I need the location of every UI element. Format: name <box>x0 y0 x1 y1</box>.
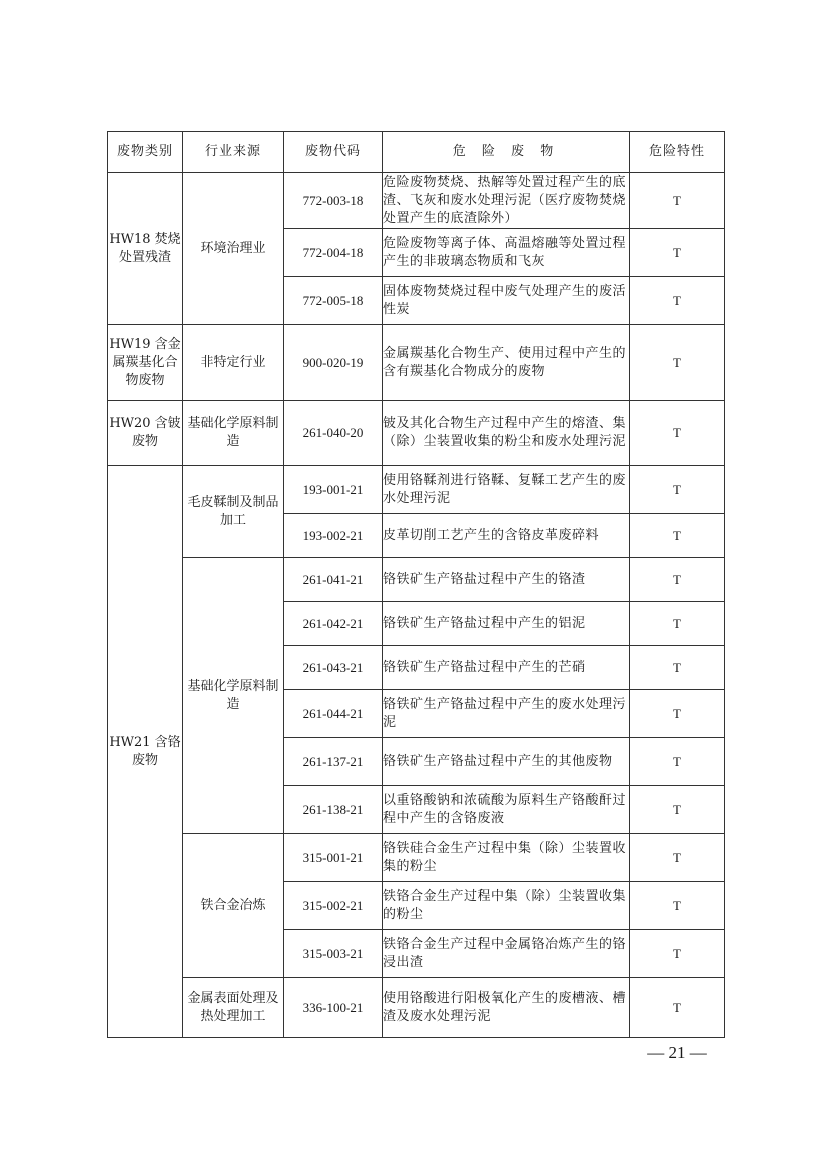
waste-code-cell: 261-138-21 <box>284 786 383 834</box>
hazard-trait-cell: T <box>630 930 725 978</box>
hazard-trait-cell: T <box>630 738 725 786</box>
waste-code-cell: 261-137-21 <box>284 738 383 786</box>
waste-description-cell: 铬铁矿生产铬盐过程中产生的芒硝 <box>383 646 630 690</box>
header-source: 行业来源 <box>183 132 284 173</box>
waste-code-cell: 261-042-21 <box>284 602 383 646</box>
header-hazardous-waste: 危 险 废 物 <box>383 132 630 173</box>
hazard-trait-cell: T <box>630 173 725 229</box>
industry-source-cell: 金属表面处理及热处理加工 <box>183 978 284 1038</box>
waste-description-cell: 铍及其化合物生产过程中产生的熔渣、集（除）尘装置收集的粉尘和废水处理污泥 <box>383 401 630 466</box>
hazard-trait-cell: T <box>630 602 725 646</box>
hazard-trait-cell: T <box>630 834 725 882</box>
waste-description-cell: 使用铬鞣剂进行铬鞣、复鞣工艺产生的废水处理污泥 <box>383 466 630 514</box>
industry-source-cell: 铁合金冶炼 <box>183 834 284 978</box>
waste-description-cell: 危险废物等离子体、高温熔融等处置过程产生的非玻璃态物质和飞灰 <box>383 229 630 277</box>
waste-code-cell: 772-004-18 <box>284 229 383 277</box>
waste-code-cell: 315-003-21 <box>284 930 383 978</box>
waste-description-cell: 铬铁矿生产铬盐过程中产生的铬渣 <box>383 558 630 602</box>
waste-description-cell: 铬铁矿生产铬盐过程中产生的铝泥 <box>383 602 630 646</box>
waste-code-cell: 261-044-21 <box>284 690 383 738</box>
waste-description-cell: 铬铁硅合金生产过程中集（除）尘装置收集的粉尘 <box>383 834 630 882</box>
hazard-trait-cell: T <box>630 325 725 401</box>
waste-description-cell: 危险废物焚烧、热解等处置过程产生的底渣、飞灰和废水处理污泥（医疗废物焚烧处置产生的底渣除外） <box>383 173 630 229</box>
industry-source-cell: 非特定行业 <box>183 325 284 401</box>
waste-code-cell: 261-040-20 <box>284 401 383 466</box>
header-code: 废物代码 <box>284 132 383 173</box>
waste-description-cell: 固体废物焚烧过程中废气处理产生的废活性炭 <box>383 277 630 325</box>
table-row <box>108 558 725 602</box>
hazard-trait-cell: T <box>630 786 725 834</box>
waste-description-cell: 铬铁矿生产铬盐过程中产生的废水处理污泥 <box>383 690 630 738</box>
hazard-trait-cell: T <box>630 646 725 690</box>
waste-category-cell: HW21 含铬废物 <box>108 466 183 1038</box>
table-row <box>108 978 725 1038</box>
waste-code-cell: 772-003-18 <box>284 173 383 229</box>
header-category: 废物类别 <box>108 132 183 173</box>
hazard-trait-cell: T <box>630 558 725 602</box>
waste-description-cell: 金属羰基化合物生产、使用过程中产生的含有羰基化合物成分的废物 <box>383 325 630 401</box>
waste-description-cell: 铁铬合金生产过程中金属铬冶炼产生的铬浸出渣 <box>383 930 630 978</box>
waste-code-cell: 900-020-19 <box>284 325 383 401</box>
table-row <box>108 466 725 514</box>
table-row <box>108 173 725 229</box>
waste-code-cell: 772-005-18 <box>284 277 383 325</box>
industry-source-cell: 基础化学原料制造 <box>183 558 284 834</box>
waste-category-cell: HW18 焚烧处置残渣 <box>108 173 183 325</box>
waste-category-cell: HW20 含铍废物 <box>108 401 183 466</box>
hazard-trait-cell: T <box>630 401 725 466</box>
table-body <box>108 173 725 1038</box>
header-hazard-trait: 危险特性 <box>630 132 725 173</box>
waste-description-cell: 铁铬合金生产过程中集（除）尘装置收集的粉尘 <box>383 882 630 930</box>
hazard-trait-cell: T <box>630 229 725 277</box>
industry-source-cell: 环境治理业 <box>183 173 284 325</box>
hazardous-waste-table <box>107 131 725 1038</box>
waste-code-cell: 261-043-21 <box>284 646 383 690</box>
waste-description-cell: 皮革切削工艺产生的含铬皮革废碎料 <box>383 514 630 558</box>
hazard-trait-cell: T <box>630 466 725 514</box>
hazard-trait-cell: T <box>630 690 725 738</box>
waste-code-cell: 261-041-21 <box>284 558 383 602</box>
waste-code-cell: 315-002-21 <box>284 882 383 930</box>
industry-source-cell: 毛皮鞣制及制品加工 <box>183 466 284 558</box>
hazard-trait-cell: T <box>630 882 725 930</box>
table-row <box>108 325 725 401</box>
page-number: — 21 — <box>647 1043 707 1062</box>
waste-code-cell: 336-100-21 <box>284 978 383 1038</box>
waste-description-cell: 使用铬酸进行阳极氧化产生的废槽液、槽渣及废水处理污泥 <box>383 978 630 1038</box>
waste-category-cell: HW19 含金属羰基化合物废物 <box>108 325 183 401</box>
hazard-trait-cell: T <box>630 514 725 558</box>
waste-code-cell: 193-002-21 <box>284 514 383 558</box>
table-header-row <box>108 132 725 173</box>
waste-description-cell: 铬铁矿生产铬盐过程中产生的其他废物 <box>383 738 630 786</box>
hazard-trait-cell: T <box>630 978 725 1038</box>
table-row <box>108 401 725 466</box>
hazard-trait-cell: T <box>630 277 725 325</box>
table-row <box>108 834 725 882</box>
industry-source-cell: 基础化学原料制造 <box>183 401 284 466</box>
waste-code-cell: 315-001-21 <box>284 834 383 882</box>
waste-code-cell: 193-001-21 <box>284 466 383 514</box>
waste-description-cell: 以重铬酸钠和浓硫酸为原料生产铬酸酐过程中产生的含铬废液 <box>383 786 630 834</box>
